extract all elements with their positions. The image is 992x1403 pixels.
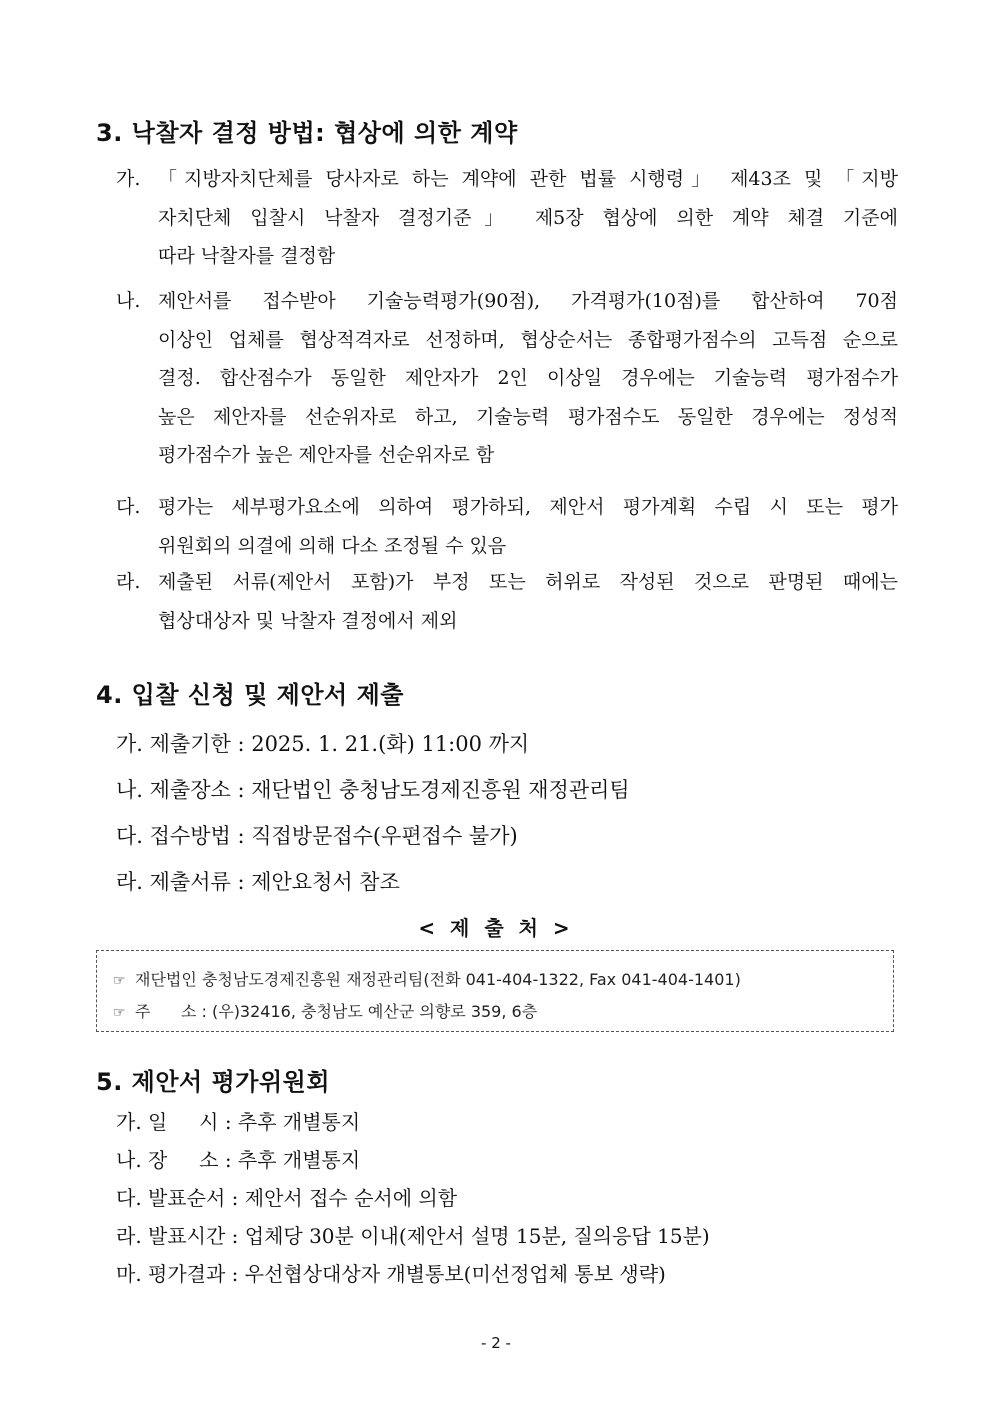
item-line: 높은 제안자를 선순위자로 하고, 기술능력 평가점수도 동일한 경우에는 정성적 xyxy=(158,405,898,428)
submit-contact-line: 재단법인 충청남도경제진흥원 재정관리팀(전화 041-404-1322, Fax 041-404-1401) xyxy=(135,970,741,989)
section-3-item-da xyxy=(116,488,898,565)
section-3-title: 3. 낙찰자 결정 방법: 협상에 의한 계약 xyxy=(96,119,518,147)
submission-deadline: 가. 제출기한 : 2025. 1. 21.(화) 11:00 까지 xyxy=(116,732,530,756)
committee-place: 나. 장 소 : 추후 개별통지 xyxy=(116,1148,361,1172)
committee-date: 가. 일 시 : 추후 개별통지 xyxy=(116,1110,361,1134)
section-3-item-ra xyxy=(116,563,898,640)
presentation-order: 다. 발표순서 : 제안서 접수 순서에 의함 xyxy=(116,1186,458,1210)
section-5-title: 5. 제안서 평가위원회 xyxy=(96,1068,330,1096)
item-line: 이상인 업체를 협상적격자로 선정하며, 협상순서는 종합평가점수의 고득점 순으로 xyxy=(158,328,898,351)
submission-method: 다. 접수방법 : 직접방문접수(우편접수 불가) xyxy=(116,824,518,848)
pointing-hand-icon: ☞ xyxy=(113,1005,126,1021)
page-number: - 2 - xyxy=(481,1334,511,1352)
item-line: 제안서를 접수받아 기술능력평가(90점), 가격평가(10점)를 합산하여 70점 xyxy=(158,290,898,312)
item-line: 평가는 세부평가요소에 의하여 평가하되, 제안서 평가계획 수립 시 또는 평가 xyxy=(158,496,898,518)
item-marker: 다. xyxy=(116,496,141,518)
item-line: 따라 낙찰자를 결정함 xyxy=(158,245,336,267)
item-marker: 가. xyxy=(116,168,141,190)
submit-address-line: 주 소 : (우)32416, 충청남도 예산군 의향로 359, 6층 xyxy=(135,1002,538,1021)
submission-place: 나. 제출장소 : 재단법인 충청남도경제진흥원 재정관리팀 xyxy=(116,778,630,802)
item-marker: 라. xyxy=(116,571,141,593)
item-line: 제출된 서류(제안서 포함)가 부정 또는 허위로 작성된 것으로 판명된 때에는 xyxy=(158,571,898,593)
submit-place-heading: < 제 출 처 > xyxy=(418,916,574,940)
item-line: 「지방자치단체를 당사자로 하는 계약에 관한 법률 시행령」 제43조 및 「지방 xyxy=(158,168,898,190)
submission-documents: 라. 제출서류 : 제안요청서 참조 xyxy=(116,870,400,894)
item-marker: 나. xyxy=(116,290,141,312)
item-line: 평가점수가 높은 제안자를 선순위자로 함 xyxy=(158,444,495,466)
presentation-time: 라. 발표시간 : 업체당 30분 이내(제안서 설명 15분, 질의응답 15분) xyxy=(116,1224,710,1248)
section-4-title: 4. 입찰 신청 및 제안서 제출 xyxy=(96,681,404,709)
item-line: 위원회의 의결에 의해 다소 조정될 수 있음 xyxy=(158,534,507,557)
item-line: 협상대상자 및 낙찰자 결정에서 제외 xyxy=(158,609,458,632)
item-line: 결정. 합산점수가 동일한 제안자가 2인 이상일 경우에는 기술능력 평가점수가 xyxy=(158,367,898,389)
section-3-item-na xyxy=(116,282,898,475)
evaluation-result: 마. 평가결과 : 우선협상대상자 개별통보(미선정업체 통보 생략) xyxy=(116,1262,666,1286)
item-line: 자치단체 입찰시 낙찰자 결정기준」 제5장 협상에 의한 계약 체결 기준에 xyxy=(158,206,898,229)
submit-place-box xyxy=(96,950,894,1032)
pointing-hand-icon: ☞ xyxy=(113,973,126,989)
section-3-item-ga xyxy=(116,160,898,276)
